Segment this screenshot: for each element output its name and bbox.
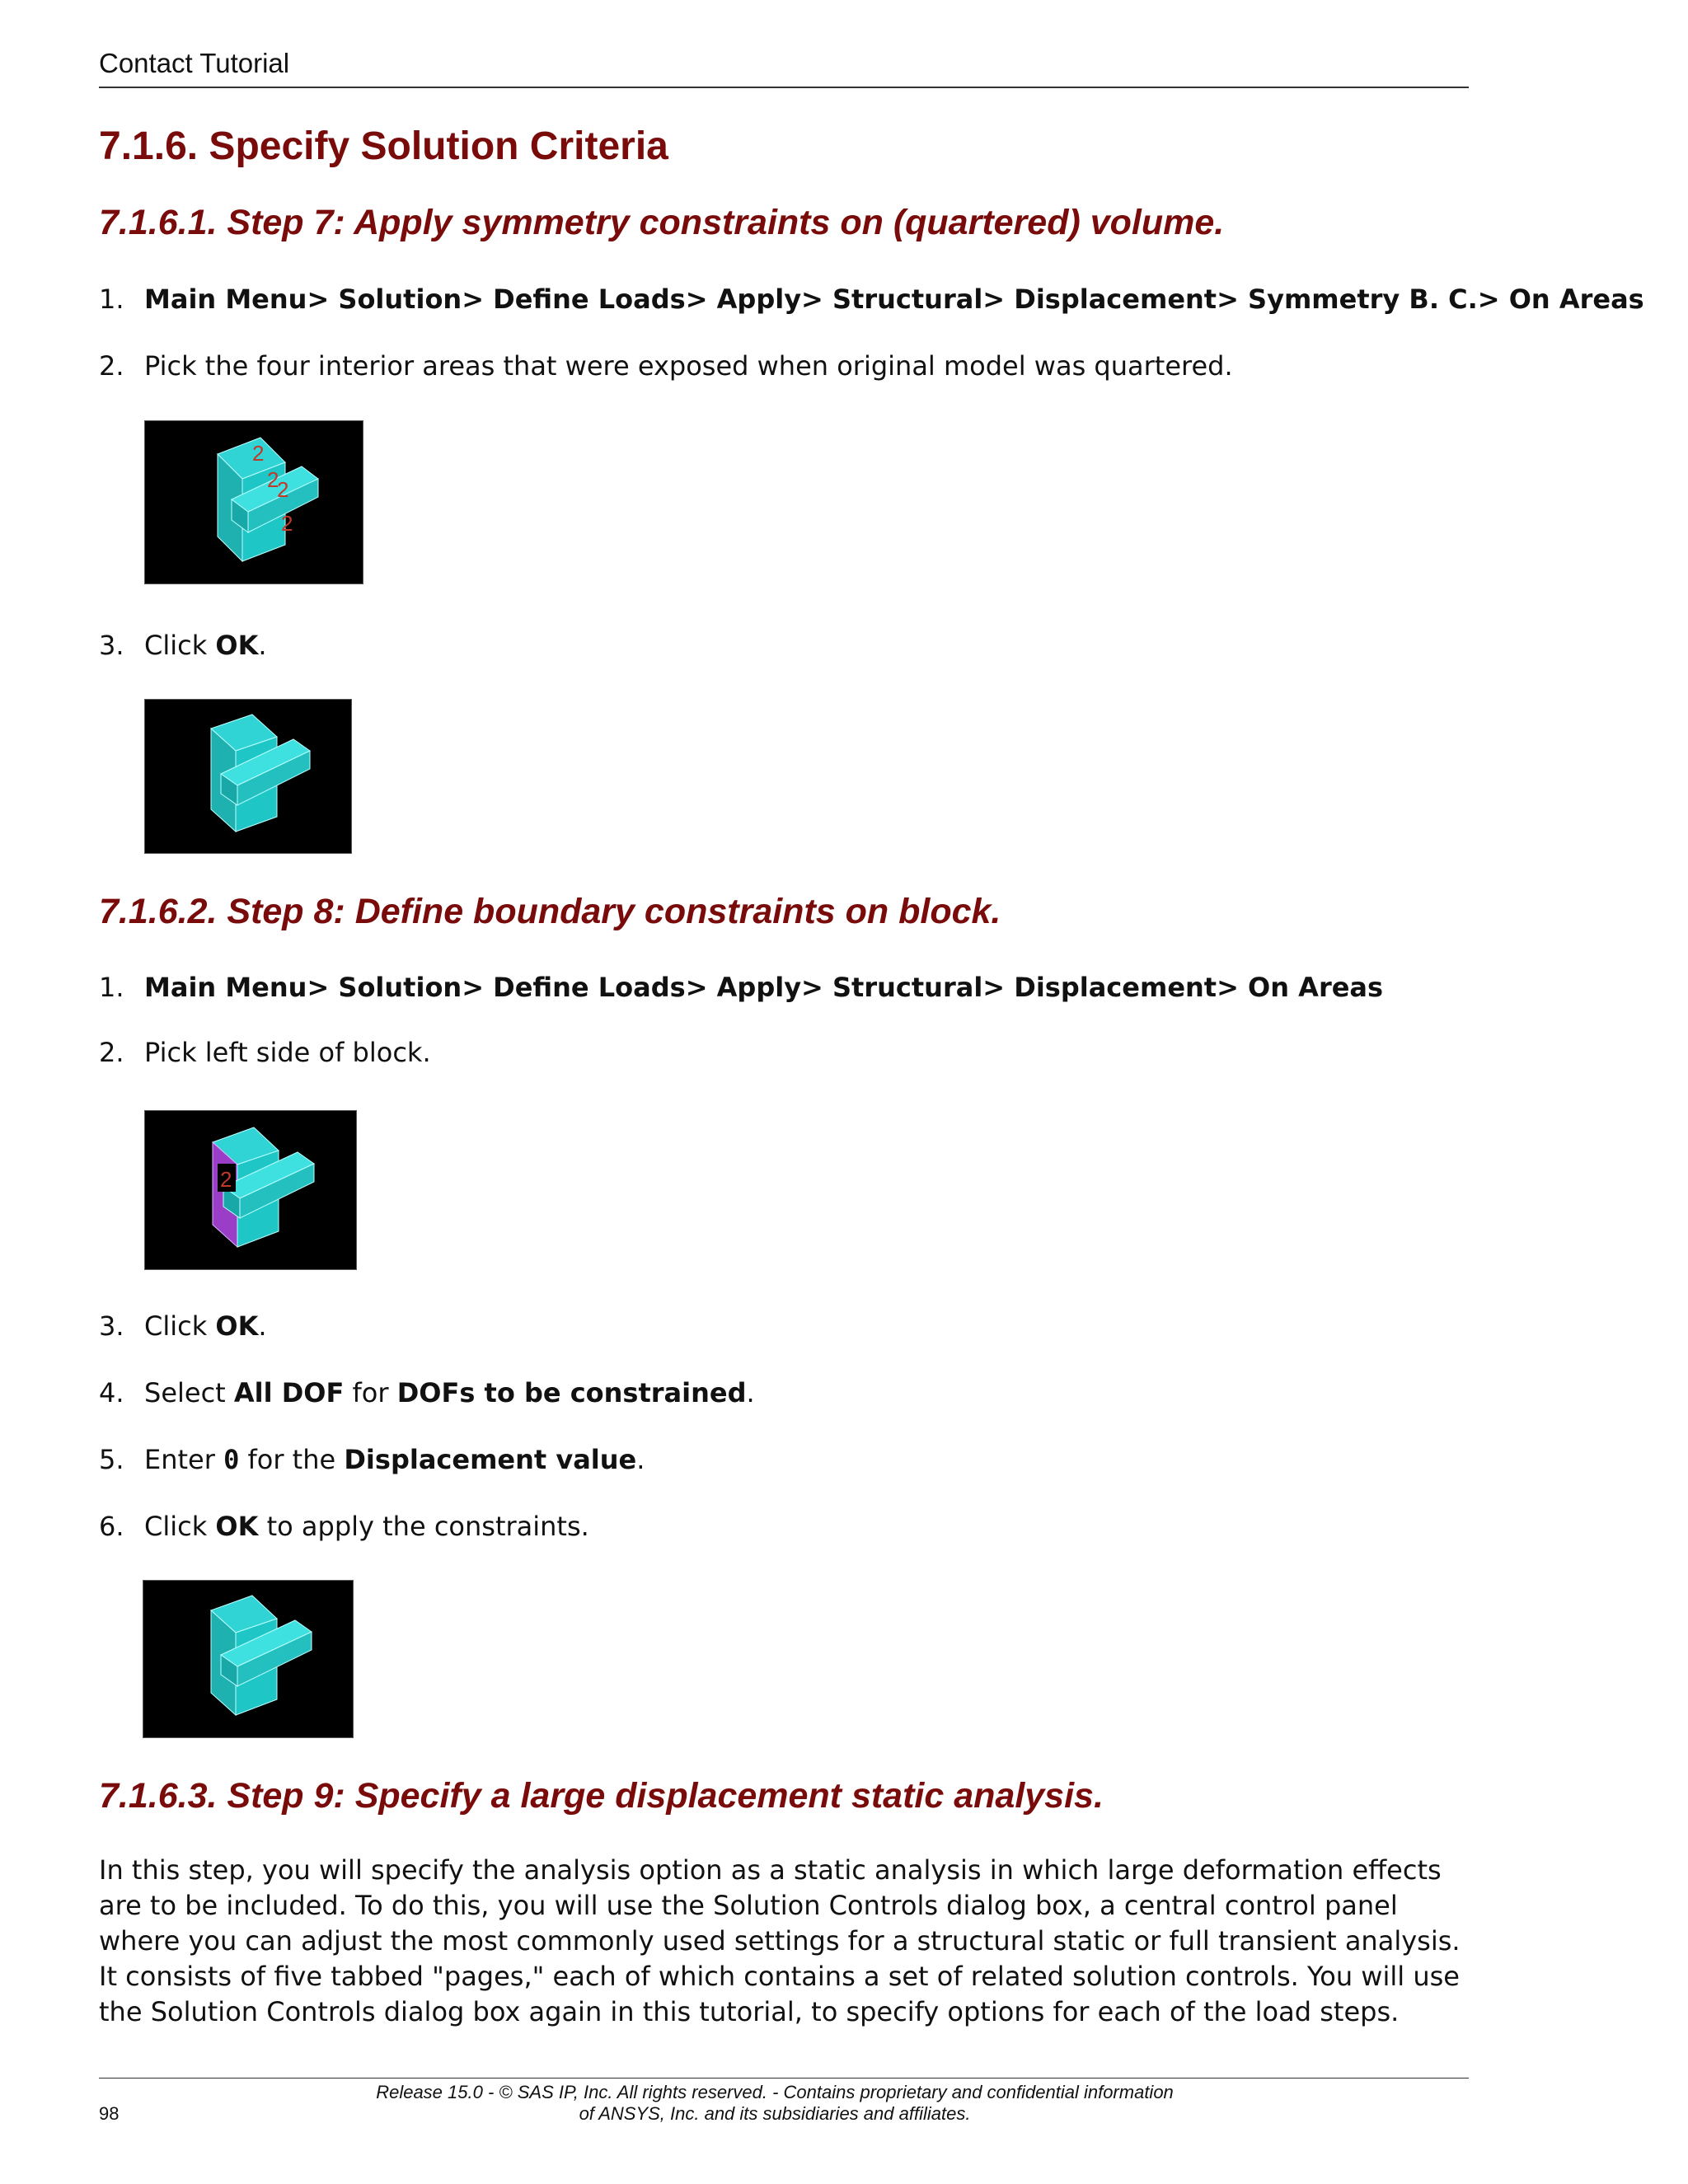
figure-model-pick-interior-areas — [144, 420, 363, 584]
page-number: 98 — [99, 2103, 120, 2124]
list-number: 3. — [99, 630, 124, 661]
all-dof-keyword: All DOF — [233, 1377, 345, 1408]
list-number: 2. — [99, 350, 124, 382]
list-number: 1. — [99, 284, 124, 315]
model-image — [143, 1581, 353, 1737]
ok-keyword: OK — [215, 1310, 259, 1342]
running-header: Contact Tutorial — [99, 48, 290, 78]
step8-item-2 — [99, 1036, 431, 1069]
area-label: 2 — [220, 1167, 232, 1192]
model-image — [145, 421, 363, 583]
subsection-title-step7: 7.1.6.1. Step 7: Apply symmetry constraints on (quartered) volume. — [99, 203, 1225, 242]
step8-item-4: 4. Select All DOF for DOFs to be constrained. — [99, 1377, 755, 1408]
step8-item-1 — [99, 971, 1383, 1004]
list-number: 1. — [99, 972, 124, 1003]
footer-rule — [99, 2078, 1469, 2079]
step8-item-5: 5. Enter 0 for the Displacement value. — [99, 1444, 645, 1475]
step-text: Pick left side of block. — [144, 1037, 431, 1068]
step-text: Pick the four interior areas that were exposed when original model was quartered. — [144, 350, 1233, 382]
copyright-line-2: of ANSYS, Inc. and its subsidiaries and affiliates. — [579, 2103, 971, 2124]
step7-item-3: 3. Click OK. — [99, 630, 267, 661]
figure-model-symmetry-applied — [144, 699, 352, 854]
figure-model-pick-left-side — [144, 1110, 357, 1270]
step8-item-6: 6. Click OK to apply the constraints. — [99, 1511, 589, 1542]
list-number: 3. — [99, 1310, 124, 1342]
area-label: 2 — [281, 511, 293, 536]
displacement-keyword: Displacement value — [344, 1444, 637, 1475]
section-title: 7.1.6. Specify Solution Criteria — [99, 124, 668, 168]
ok-keyword: OK — [215, 1511, 259, 1542]
menu-path: Main Menu> Solution> Define Loads> Apply> Structural> Displacement> Symmetry B. C.> On Areas — [144, 284, 1644, 315]
menu-path: Main Menu> Solution> Define Loads> Apply> Structural> Displacement> On Areas — [144, 972, 1384, 1003]
dofs-keyword: DOFs to be constrained — [396, 1377, 747, 1408]
header-rule — [99, 87, 1469, 88]
step9-paragraph: In this step, you will specify the analysis option as a static analysis in which large deformation effects are to be included. To do this, you will use the Solution Controls dialog box, a central control panel where you can adjust the most commonly used settings for a structural static or full transient analysis. It consists of five tabbed "pages," each of which contains a set of related solution controls. You will use the Solution Controls dialog box again in this tutorial, to specify options for each of the load steps. — [99, 1854, 1461, 2027]
list-number: 2. — [99, 1037, 124, 1068]
area-label: 2 — [267, 467, 279, 492]
model-image — [145, 700, 351, 853]
ok-keyword: OK — [215, 630, 259, 661]
area-label: 2 — [277, 477, 289, 502]
step8-item-3: 3. Click OK. — [99, 1310, 267, 1342]
list-number: 4. — [99, 1377, 124, 1408]
list-number: 5. — [99, 1444, 124, 1475]
copyright-line-1: Release 15.0 - © SAS IP, Inc. All rights reserved. - Contains proprietary and confidential information — [376, 2082, 1174, 2102]
area-label: 2 — [252, 441, 265, 466]
list-number: 6. — [99, 1511, 124, 1542]
step7-item-2 — [99, 349, 1233, 382]
copyright-notice — [363, 2082, 1187, 2125]
value-code: 0 — [223, 1444, 240, 1475]
figure-model-constraints-applied — [143, 1580, 354, 1738]
subsection-title-step8: 7.1.6.2. Step 8: Define boundary constraints on block. — [99, 892, 1001, 931]
subsection-title-step9: 7.1.6.3. Step 9: Specify a large displacement static analysis. — [99, 1776, 1104, 1816]
model-image — [145, 1111, 356, 1269]
step7-item-1 — [99, 283, 1644, 316]
